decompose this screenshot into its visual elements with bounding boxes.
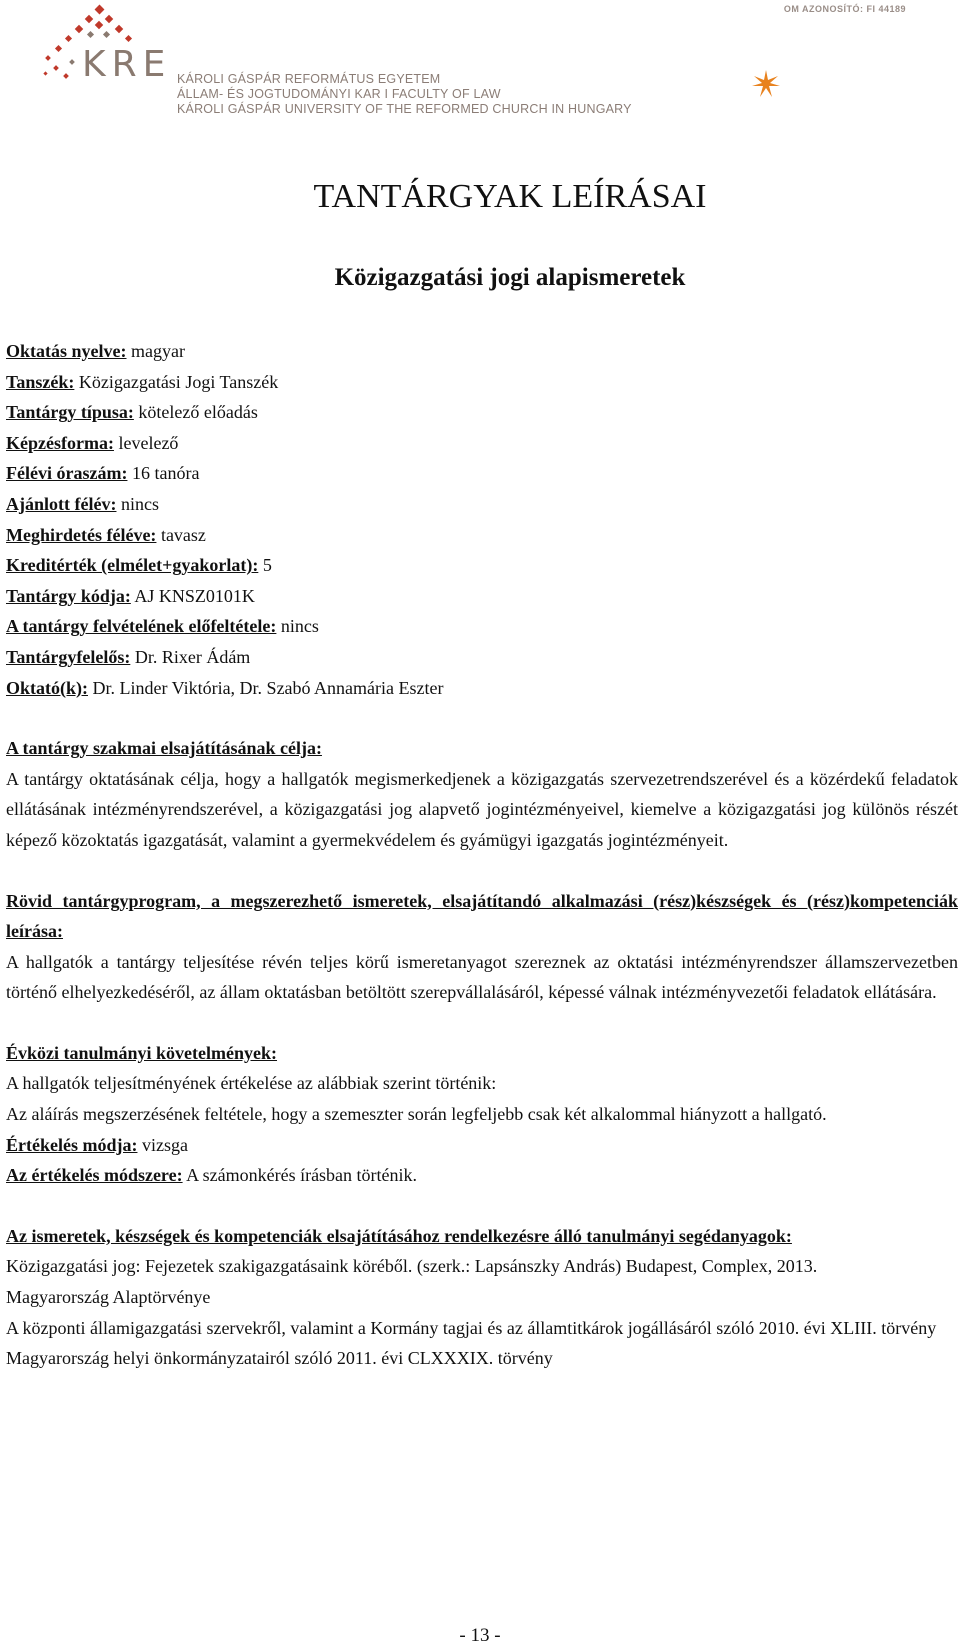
institution-name: [177, 72, 632, 117]
field-label: Oktatás nyelve:: [6, 341, 127, 361]
star-icon: [752, 70, 780, 98]
institution-line: KÁROLI GÁSPÁR UNIVERSITY OF THE REFORMED CHURCH IN HUNGARY: [177, 102, 632, 116]
page-number: - 13 -: [459, 1625, 501, 1646]
section-text-program: A hallgatók a tantárgy teljesítése révén teljes körű ismeretanyagot szereznek az oktatási intézményrendszer államszervezetben történő elhelyezkedéséről, az állam oktatásban betöltött szerepvállalásáról, képessé válnak intézményvezetői feladatok ellátására.: [6, 951, 958, 1003]
field-row: [6, 489, 958, 520]
field-value: 5: [258, 555, 272, 576]
field-label: Oktató(k):: [6, 677, 88, 698]
field-row: [6, 428, 958, 459]
field-value: nincs: [276, 616, 319, 637]
section-heading-goal: A tantárgy szakmai elsajátításának célja:: [6, 738, 322, 759]
material-item: Magyarország Alaptörvénye: [6, 1287, 211, 1308]
evaluation-row: [6, 1130, 958, 1161]
section-heading-requirements: Évközi tanulmányi követelmények:: [6, 1042, 278, 1063]
field-value: levelező: [113, 432, 179, 453]
field-row: [6, 520, 958, 551]
field-label: Félévi óraszám:: [6, 463, 128, 484]
section-heading-materials: Az ismeretek, készségek és kompetenciák elsajátításához rendelkezésre álló tanulmányi segédanyagok:: [6, 1225, 792, 1246]
field-label: Tanszék:: [6, 371, 75, 392]
field-row: [6, 642, 958, 673]
field-value: Dr. Linder Viktória, Dr. Szabó Annamária Eszter: [88, 677, 444, 698]
evaluation-value: vizsga: [137, 1134, 188, 1155]
section-text-goal: A tantárgy oktatásának célja, hogy a hallgatók megismerkedjenek a közigazgatás szervezetrendszerével és a közérdekű feladatok ellátásának intézményrendszerével, a közigazgatási jog alapvető jogintézményeivel, kiemelve a közigazgatási jog különös részét képező közoktatás igazgatását, valamint a gyermekvédelem és gyámügyi igazgatás jogintézményeit.: [6, 768, 958, 850]
om-id: OM AZONOSÍTÓ: FI 44189: [783, 4, 906, 14]
field-row: [6, 581, 958, 612]
field-label: A tantárgy felvételének előfeltétele:: [6, 616, 277, 637]
requirements-line: Az aláírás megszerzésének feltétele, hogy a szemeszter során legfeljebb csak két alkalommal hiányzott a hallgató.: [6, 1104, 827, 1125]
field-label: Ajánlott félév:: [6, 493, 117, 514]
material-item: Közigazgatási jog: Fejezetek szakigazgatásaink köréből. (szerk.: Lapsánszky András) Budapest, Complex, 2013.: [6, 1256, 818, 1277]
field-value: Közigazgatási Jogi Tanszék: [74, 371, 279, 392]
field-row: [6, 611, 958, 642]
section-heading-program: Rövid tantárgyprogram, a megszerezhető ismeretek, elsajátítandó alkalmazási (rész)készségek és (rész)kompetenciák leírása:: [6, 890, 958, 942]
field-value: 16 tanóra: [127, 463, 200, 484]
institution-line: ÁLLAM- ÉS JOGTUDOMÁNYI KAR I FACULTY OF LAW: [177, 87, 501, 101]
field-label: Tantárgy kódja:: [6, 585, 131, 606]
requirements-line: A hallgatók teljesítményének értékelése az alábbiak szerint történik:: [6, 1073, 497, 1094]
institution-line: KÁROLI GÁSPÁR REFORMÁTUS EGYETEM: [177, 72, 441, 86]
field-value: magyar: [126, 341, 185, 361]
method-row: [6, 1160, 958, 1191]
material-item: Magyarország helyi önkormányzatairól szóló 2011. évi CLXXXIX. törvény: [6, 1348, 553, 1369]
field-row: [6, 336, 958, 367]
field-row: [6, 458, 958, 489]
field-label: Kreditérték (elmélet+gyakorlat):: [6, 555, 259, 576]
field-label: Meghirdetés féléve:: [6, 524, 157, 545]
field-row: [6, 397, 958, 428]
method-label: Az értékelés módszere:: [6, 1165, 183, 1186]
evaluation-label: Értékelés módja:: [6, 1134, 138, 1155]
field-row: [6, 367, 958, 398]
material-item: A központi államigazgatási szervekről, valamint a Kormány tagjai és az államtitkárok jogállásáról szóló 2010. évi XLIII. törvény: [6, 1317, 937, 1338]
field-label: Képzésforma:: [6, 432, 114, 453]
field-label: Tantárgyfelelős:: [6, 646, 131, 667]
course-description: [6, 336, 958, 1374]
field-value: tavasz: [156, 524, 206, 545]
field-value: kötelező előadás: [133, 402, 258, 423]
field-row: [6, 550, 958, 581]
logo-text: KRE: [82, 44, 172, 85]
subject-title: Közigazgatási jogi alapismeretek: [334, 264, 686, 291]
field-label: Tantárgy típusa:: [6, 402, 134, 423]
field-row: [6, 673, 958, 704]
method-value: A számonkérés írásban történik.: [182, 1165, 418, 1186]
field-value: nincs: [116, 493, 159, 514]
field-value: AJ KNSZ0101K: [130, 585, 255, 606]
field-value: Dr. Rixer Ádám: [130, 646, 251, 667]
page-title: TANTÁRGYAK LEÍRÁSAI: [313, 178, 707, 215]
